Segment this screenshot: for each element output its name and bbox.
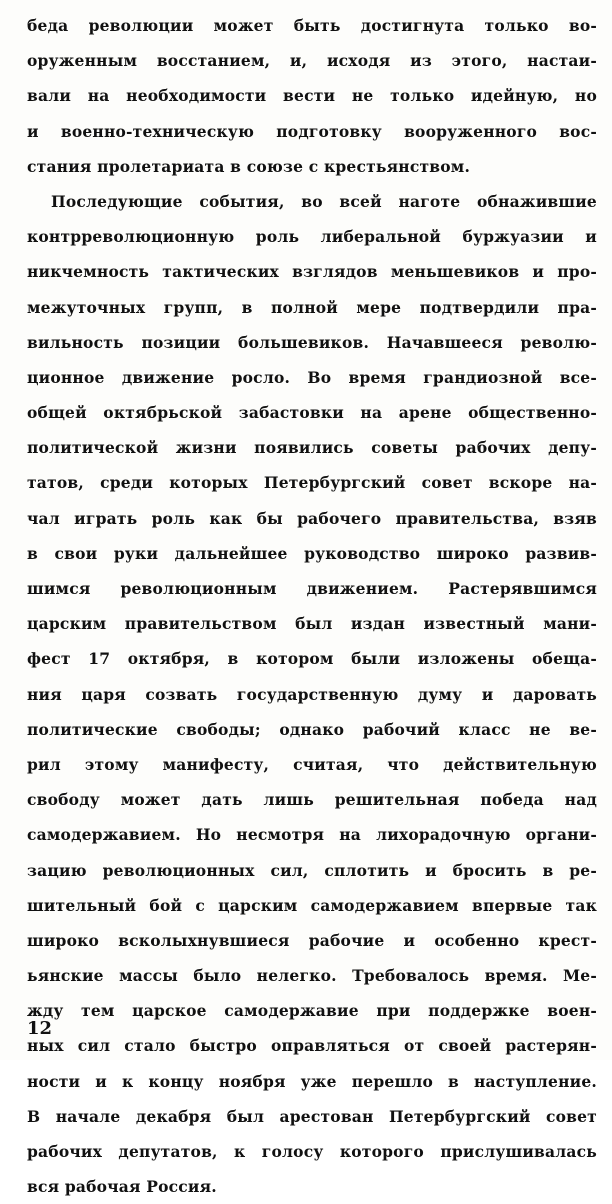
text-line: ности и к концу ноября уже перешло в наступление. xyxy=(27,1071,597,1091)
text-line: контрреволюционную роль либеральной буржуазии и xyxy=(27,227,597,247)
text-line: зацию революционных сил, сплотить и бросить в ре- xyxy=(27,860,597,880)
body-text xyxy=(27,8,597,1204)
text-line: жду тем царское самодержавие при поддержке воен- xyxy=(27,1001,597,1021)
text-line: вали на необходимости вести не только идейную, но xyxy=(27,86,597,106)
page-number: 12 xyxy=(27,1018,53,1039)
text-line: царским правительством был издан известный мани- xyxy=(27,614,597,634)
text-line: свободу может дать лишь решительная победа над xyxy=(27,790,597,810)
text-line: широко всколыхнувшиеся рабочие и особенно крест- xyxy=(27,930,597,950)
text-line: никчемность тактических взглядов меньшевиков и про- xyxy=(27,262,597,282)
text-line: политические свободы; однако рабочий класс не ве- xyxy=(27,719,597,739)
text-line: самодержавием. Но несмотря на лихорадочную органи- xyxy=(27,825,597,845)
text-line: Последующие события, во всей наготе обнажившие xyxy=(51,191,597,211)
text-line: татов, среди которых Петербургский совет вскоре на- xyxy=(27,473,597,493)
text-line: вильность позиции большевиков. Начавшееся револю- xyxy=(27,332,597,352)
text-line: шимся революционным движением. Растерявшимся xyxy=(27,579,597,598)
text-line: ционное движение росло. Во время грандиозной все- xyxy=(27,367,597,387)
text-line: ьянские массы было нелегко. Требовалось время. Ме- xyxy=(27,966,597,986)
text-line: В начале декабря был арестован Петербургский совет xyxy=(27,1106,597,1126)
text-line: рил этому манифесту, считая, что действительную xyxy=(27,754,597,774)
text-line: фест 17 октября, в котором были изложены обеща- xyxy=(27,649,597,669)
text-line: ния царя созвать государственную думу и даровать xyxy=(27,684,597,704)
text-line: и военно-техническую подготовку вооруженного вос- xyxy=(27,121,597,141)
text-line: в свои руки дальнейшее руководство широко развив- xyxy=(27,543,597,563)
text-line: межуточных групп, в полной мере подтвердили пра- xyxy=(27,297,597,317)
text-line: беда революции может быть достигнута только во- xyxy=(27,16,597,35)
text-line: шительный бой с царским самодержавием впервые так xyxy=(27,895,597,915)
text-line: политической жизни появились советы рабочих депу- xyxy=(27,438,597,458)
text-line: общей октябрьской забастовки на арене общественно- xyxy=(27,403,597,423)
text-line: оруженным восстанием, и, исходя из этого, настаи- xyxy=(27,51,597,71)
text-line: стания пролетариата в союзе с крестьянством. xyxy=(27,156,471,176)
text-line: рабочих депутатов, к голосу которого прислушивалась xyxy=(27,1142,597,1161)
text-line: ных сил стало быстро оправляться от своей растерян- xyxy=(27,1036,597,1056)
text-line: вся рабочая Россия. xyxy=(27,1177,217,1197)
text-line: чал играть роль как бы рабочего правительства, взяв xyxy=(27,508,597,528)
